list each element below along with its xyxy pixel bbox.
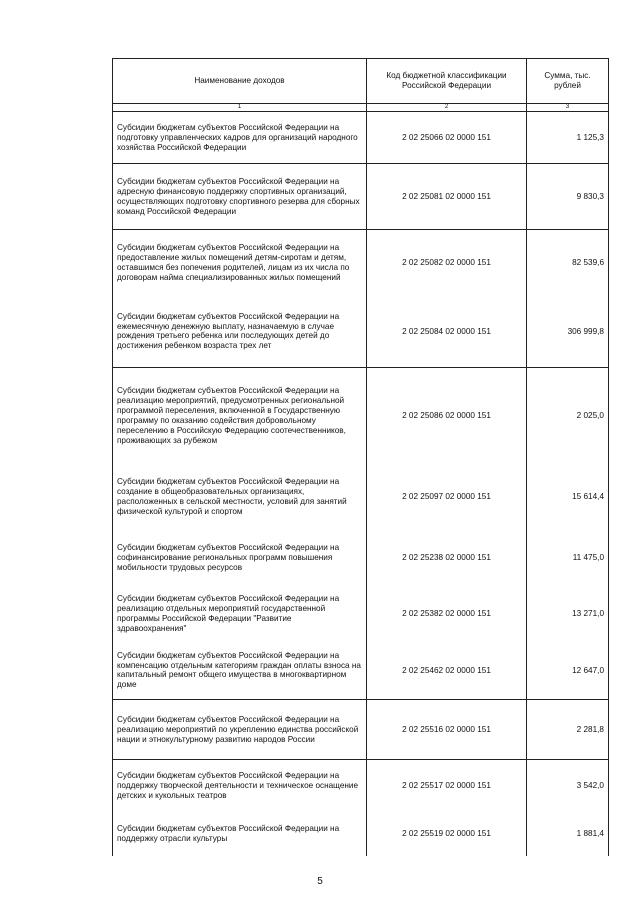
row-name: Субсидии бюджетам субъектов Российской Федерации на реализацию мероприятий, предусмотренных региональной программой переселения, включенной в Государственную программу по оказанию содействия добровольному переселению в Российскую Федерацию соотечественников, проживающих за рубежом <box>113 368 367 464</box>
row-sum: 306 999,8 <box>527 296 609 368</box>
row-name: Субсидии бюджетам субъектов Российской Федерации на адресную финансовую поддержку спортивных организаций, осуществляющих подготовку спортивного резерва для сборных команд Российской Федерации <box>113 164 367 230</box>
row-sum: 2 025,0 <box>527 368 609 464</box>
table-row <box>113 368 609 464</box>
row-code: 2 02 25238 02 0000 151 <box>367 530 527 586</box>
row-code: 2 02 25462 02 0000 151 <box>367 642 527 700</box>
row-sum: 13 271,0 <box>527 586 609 642</box>
row-sum: 12 647,0 <box>527 642 609 700</box>
header-sum-column: Сумма, тыс. рублей <box>527 59 609 104</box>
column-number-3: 3 <box>527 104 609 112</box>
row-code: 2 02 25516 02 0000 151 <box>367 700 527 760</box>
row-name: Субсидии бюджетам субъектов Российской Федерации на реализацию отдельных мероприятий государственной программы Российской Федерации "Развитие здравоохранения" <box>113 586 367 642</box>
row-name: Субсидии бюджетам субъектов Российской Федерации на софинансирование региональных программ повышения мобильности трудовых ресурсов <box>113 530 367 586</box>
row-sum: 2 281,8 <box>527 700 609 760</box>
row-code: 2 02 25097 02 0000 151 <box>367 464 527 530</box>
row-name: Субсидии бюджетам субъектов Российской Федерации на предоставление жилых помещений детям-сиротам и детям, оставшимся без попечения родителей, лицам из их числа по договорам найма специализированных жилых помещений <box>113 230 367 296</box>
row-sum: 15 614,4 <box>527 464 609 530</box>
row-name: Субсидии бюджетам субъектов Российской Федерации на ежемесячную денежную выплату, назначаемую в случае рождения третьего ребенка или последующих детей до достижения ребенком возраста трех лет <box>113 296 367 368</box>
table-header-row <box>113 59 609 104</box>
page-number: 5 <box>317 876 323 887</box>
row-name: Субсидии бюджетам субъектов Российской Федерации на поддержку творческой деятельности и техническое оснащение детских и кукольных театров <box>113 760 367 812</box>
row-sum: 82 539,6 <box>527 230 609 296</box>
table-row <box>113 760 609 812</box>
row-sum: 9 830,3 <box>527 164 609 230</box>
header-name-column: Наименование доходов <box>113 59 367 104</box>
table-row <box>113 230 609 296</box>
row-name: Субсидии бюджетам субъектов Российской Федерации на подготовку управленческих кадров для организаций народного хозяйства Российской Федерации <box>113 112 367 164</box>
row-name: Субсидии бюджетам субъектов Российской Федерации на создание в общеобразовательных организациях, расположенных в сельской местности, условий для занятий физической культурой и спортом <box>113 464 367 530</box>
row-code: 2 02 25081 02 0000 151 <box>367 164 527 230</box>
table-row <box>113 700 609 760</box>
row-name: Субсидии бюджетам субъектов Российской Федерации на реализацию мероприятий по укреплению единства российской нации и этнокультурному развитию народов России <box>113 700 367 760</box>
table-row <box>113 164 609 230</box>
table-row <box>113 812 609 856</box>
row-code: 2 02 25086 02 0000 151 <box>367 368 527 464</box>
row-code: 2 02 25517 02 0000 151 <box>367 760 527 812</box>
row-code: 2 02 25066 02 0000 151 <box>367 112 527 164</box>
row-name: Субсидии бюджетам субъектов Российской Федерации на компенсацию отдельным категориям граждан оплаты взноса на капитальный ремонт общего имущества в многоквартирном доме <box>113 642 367 700</box>
header-code-column: Код бюджетной классификации Российской Федерации <box>367 59 527 104</box>
row-name: Субсидии бюджетам субъектов Российской Федерации на поддержку отрасли культуры <box>113 812 367 856</box>
table-row <box>113 586 609 642</box>
table-row <box>113 530 609 586</box>
column-number-2: 2 <box>367 104 527 112</box>
row-code: 2 02 25382 02 0000 151 <box>367 586 527 642</box>
row-code: 2 02 25082 02 0000 151 <box>367 230 527 296</box>
row-code: 2 02 25084 02 0000 151 <box>367 296 527 368</box>
column-number-row <box>113 104 609 112</box>
table-row <box>113 464 609 530</box>
row-sum: 3 542,0 <box>527 760 609 812</box>
row-sum: 11 475,0 <box>527 530 609 586</box>
revenue-table <box>112 58 609 856</box>
row-code: 2 02 25519 02 0000 151 <box>367 812 527 856</box>
column-number-1: 1 <box>113 104 367 112</box>
table-row <box>113 296 609 368</box>
table-row <box>113 642 609 700</box>
row-sum: 1 125,3 <box>527 112 609 164</box>
row-sum: 1 881,4 <box>527 812 609 856</box>
table-row <box>113 112 609 164</box>
